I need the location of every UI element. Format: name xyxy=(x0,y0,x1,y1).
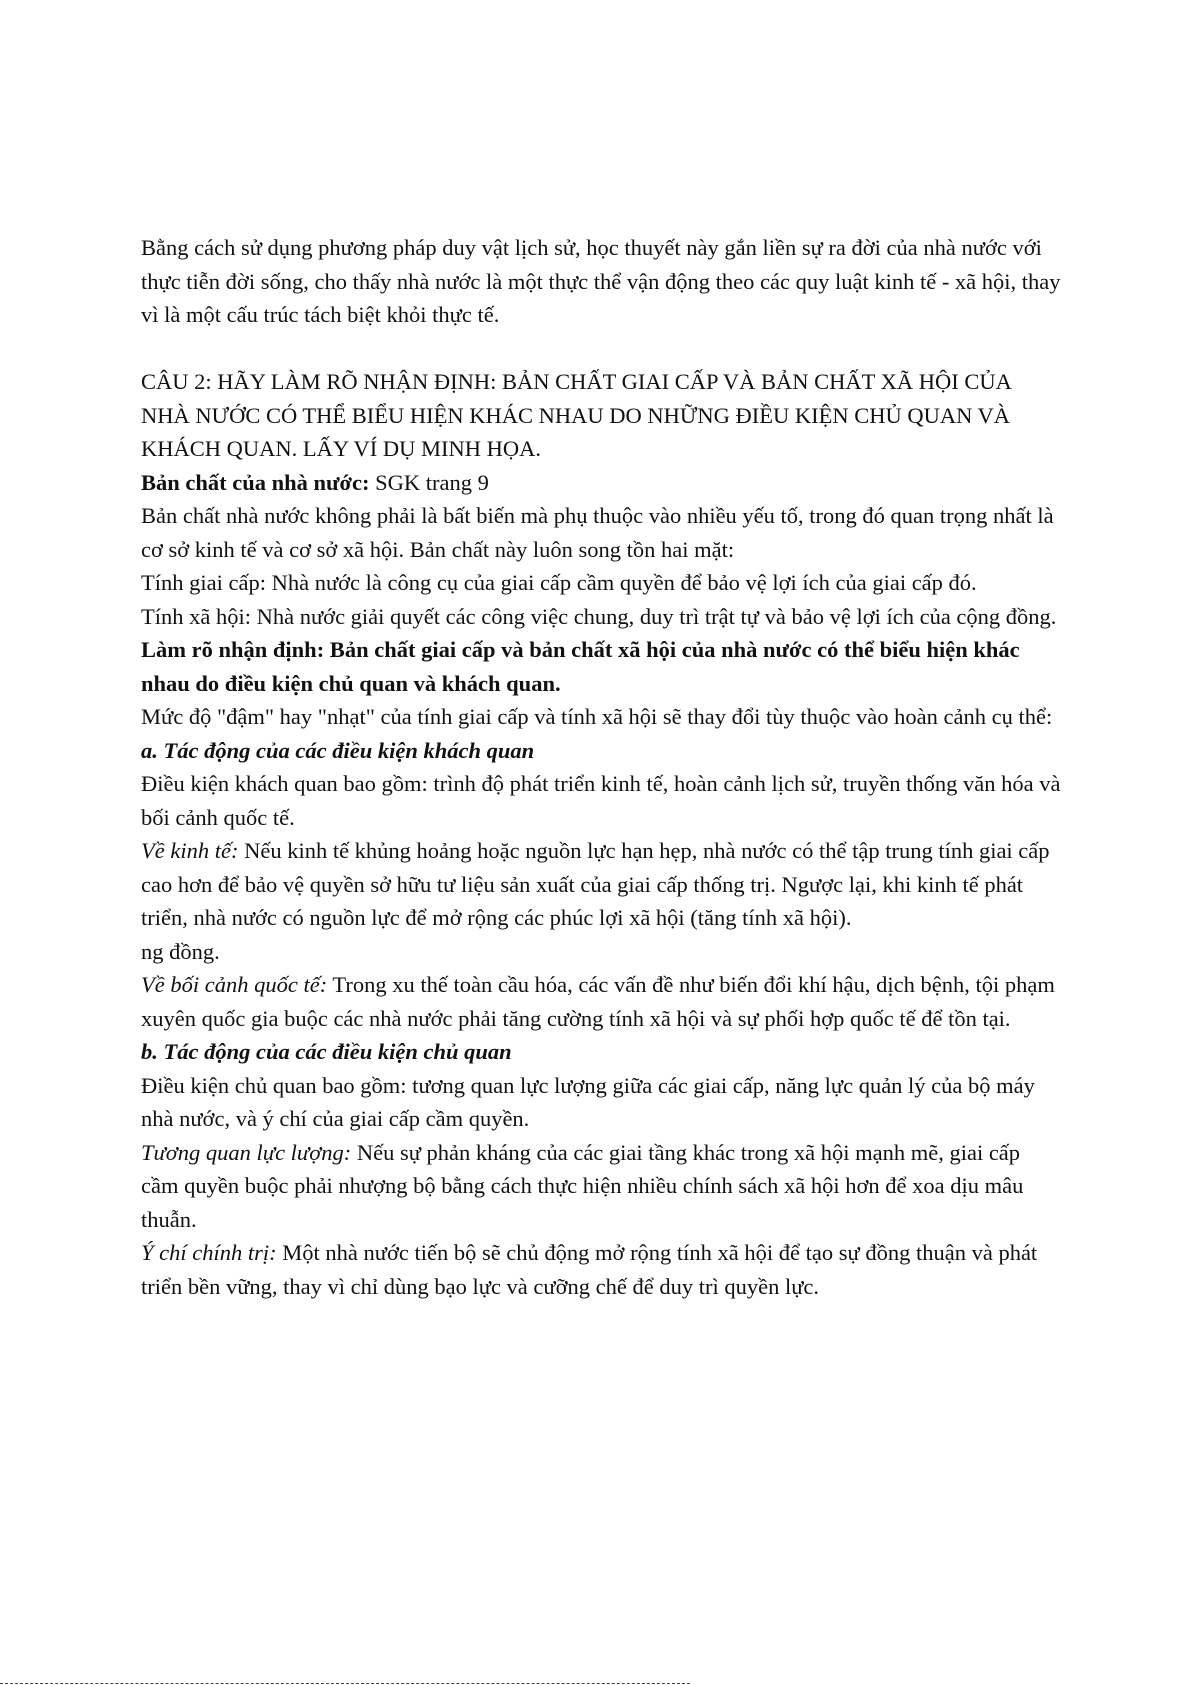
page-footer-divider xyxy=(0,1683,690,1684)
intro-paragraph: Bằng cách sử dụng phương pháp duy vật lịch sử, học thuyết này gắn liền sự ra đời của nhà nước với thực tiễn đời sống, cho thấy nhà nước là một thực thể vận động theo các quy luật kinh tế - xã hội, thay vì là một cấu trúc tách biệt khỏi thực tế. xyxy=(141,235,1061,327)
will-label: Ý chí chính trị: xyxy=(141,1240,277,1265)
class-nature-text: Tính giai cấp: Nhà nước là công cụ của giai cấp cầm quyền để bảo vệ lợi ích của giai cấp đó. xyxy=(141,570,977,595)
international-paragraph xyxy=(141,968,1061,1035)
economy-text: Nếu kinh tế khủng hoảng hoặc nguồn lực hạn hẹp, nhà nước có thể tập trung tính giai cấp cao hơn để bảo vệ quyền sở hữu tư liệu sản xuất của giai cấp thống trị. Ngược lại, khi kinh tế phát triển, nhà nước có nguồn lực để mở rộng các phúc lợi xã hội (tăng tính xã hội). xyxy=(141,838,1050,930)
international-label: Về bối cảnh quốc tế: xyxy=(141,972,328,997)
clarify-text: Mức độ "đậm" hay "nhạt" của tính giai cấp và tính xã hội sẽ thay đổi tùy thuộc vào hoàn cảnh cụ thể: xyxy=(141,704,1053,729)
essence-line xyxy=(141,466,1061,500)
forces-label: Tương quan lực lượng: xyxy=(141,1139,352,1165)
paragraph-gap xyxy=(141,332,1061,366)
subjective-heading: b. Tác động của các điều kiện chủ quan xyxy=(141,1039,512,1064)
objective-heading: a. Tác động của các điều kiện khách quan xyxy=(141,737,535,763)
clarify-heading: Làm rõ nhận định: Bản chất giai cấp và bản chất xã hội của nhà nước có thể biểu hiện khác nhau do điều kiện chủ quan và khách quan. xyxy=(141,637,1020,696)
document-page xyxy=(141,231,1061,1303)
will-text: Một nhà nước tiến bộ sẽ chủ động mở rộng tính xã hội để tạo sự đồng thuận và phát triển bền vững, thay vì chỉ dùng bạo lực và cưỡng chế để duy trì quyền lực. xyxy=(141,1240,1038,1299)
economy-label: Về kinh tế: xyxy=(141,838,239,863)
fragment-text: ng đồng. xyxy=(141,938,220,964)
will-paragraph xyxy=(141,1236,1061,1303)
international-text: Trong xu thế toàn cầu hóa, các vấn đề như biến đổi khí hậu, dịch bệnh, tội phạm xuyên quốc gia buộc các nhà nước phải tăng cường tính xã hội và sự phối hợp quốc tế để tồn tại. xyxy=(141,972,1055,1031)
essence-ref: SGK trang 9 xyxy=(369,469,489,495)
forces-text: Nếu sự phản kháng của các giai tầng khác trong xã hội mạnh mẽ, giai cấp cầm quyền buộc phải nhượng bộ bằng cách thực hiện nhiều chính sách xã hội hơn để xoa dịu mâu thuẫn. xyxy=(141,1139,1024,1232)
economy-paragraph xyxy=(141,834,1061,935)
social-nature-text: Tính xã hội: Nhà nước giải quyết các công việc chung, duy trì trật tự và bảo vệ lợi ích của cộng đồng. xyxy=(141,603,1057,629)
forces-paragraph xyxy=(141,1136,1061,1237)
subjective-text: Điều kiện chủ quan bao gồm: tương quan lực lượng giữa các giai cấp, năng lực quản lý của bộ máy nhà nước, và ý chí của giai cấp cầm quyền. xyxy=(141,1072,1035,1131)
question-heading: CÂU 2: HÃY LÀM RÕ NHẬN ĐỊNH: BẢN CHẤT GIAI CẤP VÀ BẢN CHẤT XÃ HỘI CỦA NHÀ NƯỚC CÓ THỂ BIỂU HIỆN KHÁC NHAU DO NHỮNG ĐIỀU KIỆN CHỦ QUAN VÀ KHÁCH QUAN. LẤY VÍ DỤ MINH HỌA. xyxy=(141,369,1011,461)
essence-text: Bản chất nhà nước không phải là bất biến mà phụ thuộc vào nhiều yếu tố, trong đó quan trọng nhất là cơ sở kinh tế và cơ sở xã hội. Bản chất này luôn song tồn hai mặt: xyxy=(141,503,1054,562)
objective-text: Điều kiện khách quan bao gồm: trình độ phát triển kinh tế, hoàn cảnh lịch sử, truyền thống văn hóa và bối cảnh quốc tế. xyxy=(141,771,1061,830)
essence-label: Bản chất của nhà nước: xyxy=(141,469,370,495)
